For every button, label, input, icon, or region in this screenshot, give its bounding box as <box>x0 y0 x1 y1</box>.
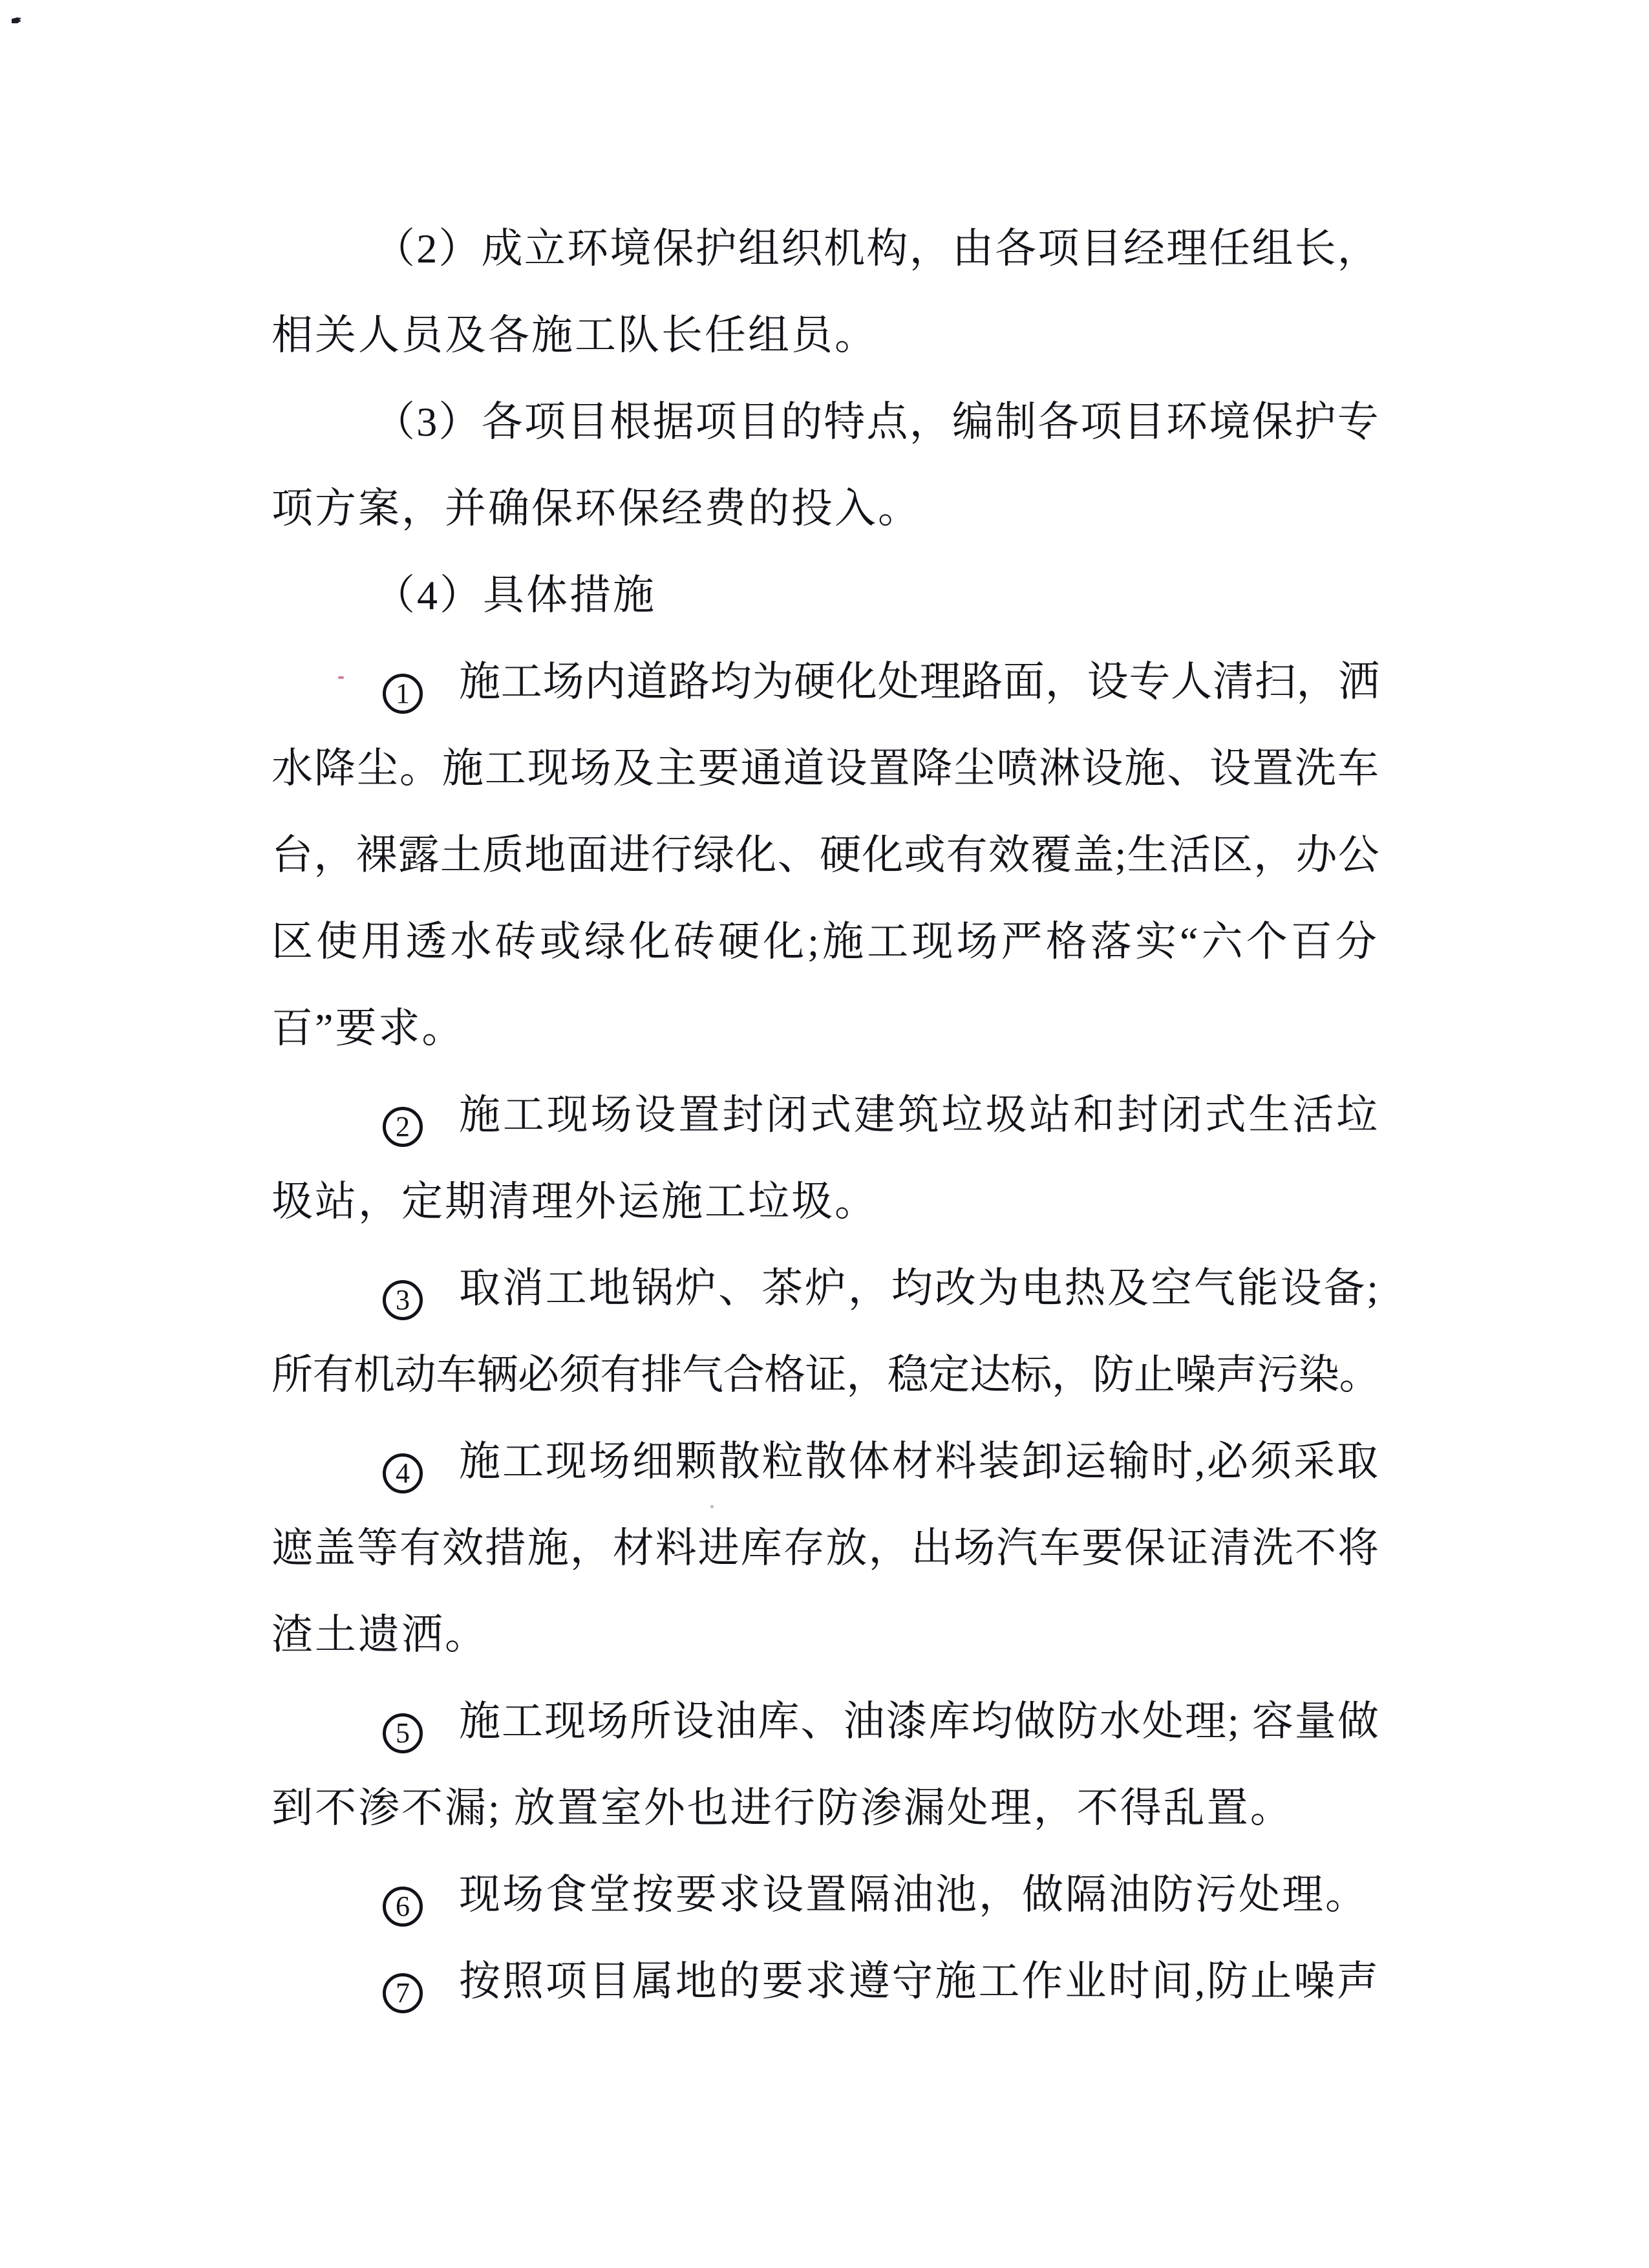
text-line <box>271 725 1380 812</box>
text-line <box>271 1245 1380 1332</box>
text-line <box>271 1938 1380 2025</box>
circled-number: 4 <box>383 1453 423 1493</box>
line-text: 台，裸露土质地面进行绿化、硬化或有效覆盖;生活区，办公 <box>271 832 1380 878</box>
scan-speck <box>12 17 21 23</box>
line-text: 取消工地锅炉、茶炉，均改为电热及空气能设备; <box>459 1265 1380 1311</box>
text-line <box>271 1765 1380 1852</box>
line-text: 渣土遗洒。 <box>271 1612 488 1658</box>
line-text: （4）具体措施 <box>374 572 656 618</box>
text-line <box>271 639 1380 725</box>
line-text: 水降尘。施工现场及主要通道设置降尘喷淋设施、设置洗车 <box>271 745 1380 791</box>
line-text: 施工场内道路均为硬化处理路面，设专人清扫，洒 <box>459 659 1380 705</box>
line-text: 施工现场设置封闭式建筑垃圾站和封闭式生活垃 <box>459 1092 1380 1138</box>
text-line <box>271 552 1380 639</box>
circled-number: 7 <box>383 1973 423 2013</box>
line-text: 施工现场所设油库、油漆库均做防水处理; 容量做 <box>459 1698 1380 1744</box>
text-line <box>271 465 1380 552</box>
document-body <box>271 206 1380 2025</box>
circled-number: 3 <box>383 1280 423 1320</box>
line-text: 项方案，并确保环保经费的投入。 <box>271 486 921 531</box>
circled-number: 2 <box>383 1107 423 1147</box>
line-text: 所有机动车辆必须有排气合格证，稳定达标，防止噪声污染。 <box>271 1352 1380 1398</box>
line-text: 按照项目属地的要求遵守施工作业时间,防止噪声 <box>459 1958 1380 2004</box>
text-line <box>271 206 1380 292</box>
text-line <box>271 1072 1380 1159</box>
text-line <box>271 899 1380 985</box>
text-line <box>271 1592 1380 1678</box>
line-text: 到不渗不漏; 放置室外也进行防渗漏处理，不得乱置。 <box>271 1785 1293 1831</box>
line-text: 圾站，定期清理外运施工垃圾。 <box>271 1179 878 1225</box>
text-line <box>271 1852 1380 1938</box>
text-line <box>271 292 1380 379</box>
circled-number: 5 <box>383 1713 423 1753</box>
circled-number: 6 <box>383 1887 423 1927</box>
line-text: （2）成立环境保护组织机构，由各项目经理任组长， <box>374 226 1380 272</box>
line-text: 百”要求。 <box>271 1005 465 1051</box>
line-text: 遮盖等有效措施，材料进库存放，出场汽车要保证清洗不将 <box>271 1525 1380 1571</box>
line-text: 现场食堂按要求设置隔油池，做隔油防污处理。 <box>459 1872 1368 1918</box>
text-line <box>271 812 1380 899</box>
circled-number: 1 <box>383 674 423 714</box>
text-line <box>271 379 1380 465</box>
text-line <box>271 1678 1380 1765</box>
text-line <box>271 1418 1380 1505</box>
line-text: （3）各项目根据项目的特点，编制各项目环境保护专 <box>374 399 1380 445</box>
text-line <box>271 1505 1380 1592</box>
line-text: 区使用透水砖或绿化砖硬化;施工现场严格落实“六个百分 <box>271 919 1380 965</box>
text-line <box>271 1332 1380 1418</box>
text-line <box>271 985 1380 1072</box>
text-line <box>271 1159 1380 1245</box>
line-text: 相关人员及各施工队长任组员。 <box>271 312 878 358</box>
line-text: 施工现场细颗散粒散体材料装卸运输时,必须采取 <box>459 1439 1380 1484</box>
